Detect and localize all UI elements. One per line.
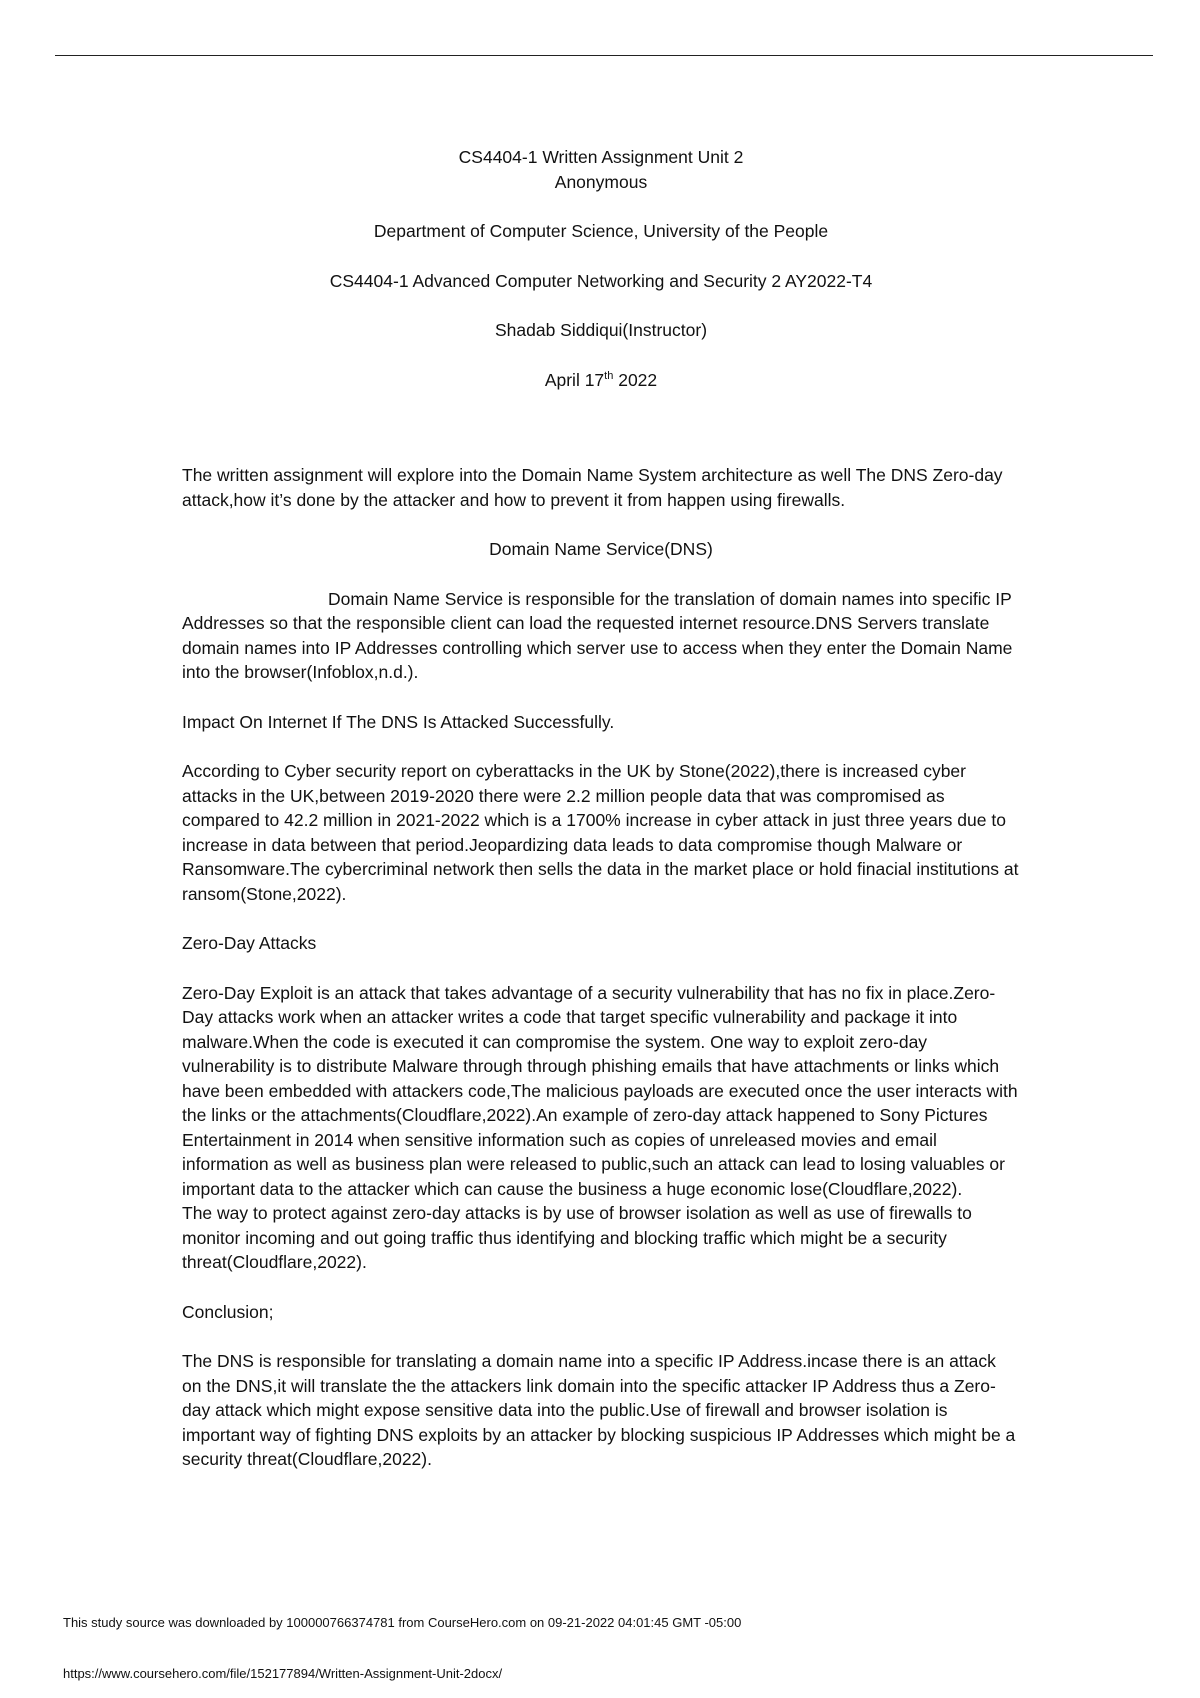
conclusion-heading: Conclusion; <box>182 1301 274 1322</box>
department-line: Department of Computer Science, University of the People <box>373 221 829 241</box>
impact-paragraph: According to Cyber security report on cyberattacks in the UK by Stone(2022),there is increased cyber attacks in the UK,between 2019-2020 there were 2.2 million people data that was compromised as compared to 42.2 million in 2021-2022 which is a 1700% increase in cyber attack in just three years due to increase in data between that period.Jeopardizing data leads to data compromise though Malware or Ransomware.The cybercriminal network then sells the data in the market place or hold finacial institutions at ransom(Stone,2022). <box>182 761 1019 904</box>
date-superscript: th <box>604 369 614 382</box>
dns-paragraph <box>182 587 1020 685</box>
date-prefix: April 17 <box>544 369 605 390</box>
impact-heading: Impact On Internet If The DNS Is Attacked Successfully. <box>182 711 615 732</box>
top-divider <box>55 55 1153 56</box>
intro-paragraph: The written assignment will explore into the Domain Name System architecture as well The DNS Zero-day attack,how it’s done by the attacker and how to prevent it from happen using firewalls. <box>182 465 1003 510</box>
instructor-line: Shadab Siddiqui(Instructor) <box>494 320 708 340</box>
dns-heading: Domain Name Service(DNS) <box>489 539 713 559</box>
author-name: Anonymous <box>554 171 648 192</box>
zeroday-heading: Zero-Day Attacks <box>182 933 317 953</box>
course-line: CS4404-1 Advanced Computer Networking and Security 2 AY2022-T4 <box>329 270 873 291</box>
source-url[interactable]: https://www.coursehero.com/file/152177894/Written-Assignment-Unit-2docx/ <box>63 1666 503 1681</box>
download-note: This study source was downloaded by 100000766374781 from CourseHero.com on 09-21-2022 04:01:45 GMT -05:00 <box>63 1615 742 1630</box>
date-line <box>182 368 1020 393</box>
document-title: CS4404-1 Written Assignment Unit 2 <box>458 147 744 167</box>
zeroday-protection-paragraph: The way to protect against zero-day attacks is by use of browser isolation as well as use of firewalls to monitor incoming and out going traffic thus identifying and blocking traffic which might be a security threat(Cloudflare,2022). <box>182 1203 972 1272</box>
conclusion-paragraph: The DNS is responsible for translating a domain name into a specific IP Address.incase there is an attack on the DNS,it will translate the the attackers link domain into the specific attacker IP Address thus a Zero-day attack which might expose sensitive data into the public.Use of firewall and browser isolation is important way of fighting DNS exploits by an attacker by blocking suspicious IP Addresses which might be a security threat(Cloudflare,2022). <box>182 1351 1016 1469</box>
date-suffix: 2022 <box>613 369 658 390</box>
document-body <box>182 145 1020 1472</box>
zeroday-paragraph: Zero-Day Exploit is an attack that takes advantage of a security vulnerability that has no fix in place.Zero-Day attacks work when an attacker writes a code that target specific vulnerability and package it into malware.When the code is executed it can compromise the system. One way to exploit zero-day vulnerability is to distribute Malware through through phishing emails that have attachments or links which have been embedded with attackers code,The malicious payloads are executed once the user interacts with the links or the attachments(Cloudflare,2022).An example of zero-day attack happened to Sony Pictures Entertainment in 2014 when sensitive information such as copies of unreleased movies and email information as well as business plan were released to public,such an attack can lead to losing valuables or important data to the attacker which can cause the business a huge economic lose(Cloudflare,2022). <box>182 982 1018 1199</box>
dns-paragraph-text: Domain Name Service is responsible for the translation of domain names into specific IP Addresses so that the responsible client can load the requested internet resource.DNS Servers translate domain names into IP Addresses controlling which server use to access when they enter the Domain Name into the browser(Infoblox,n.d.). <box>182 588 1013 682</box>
